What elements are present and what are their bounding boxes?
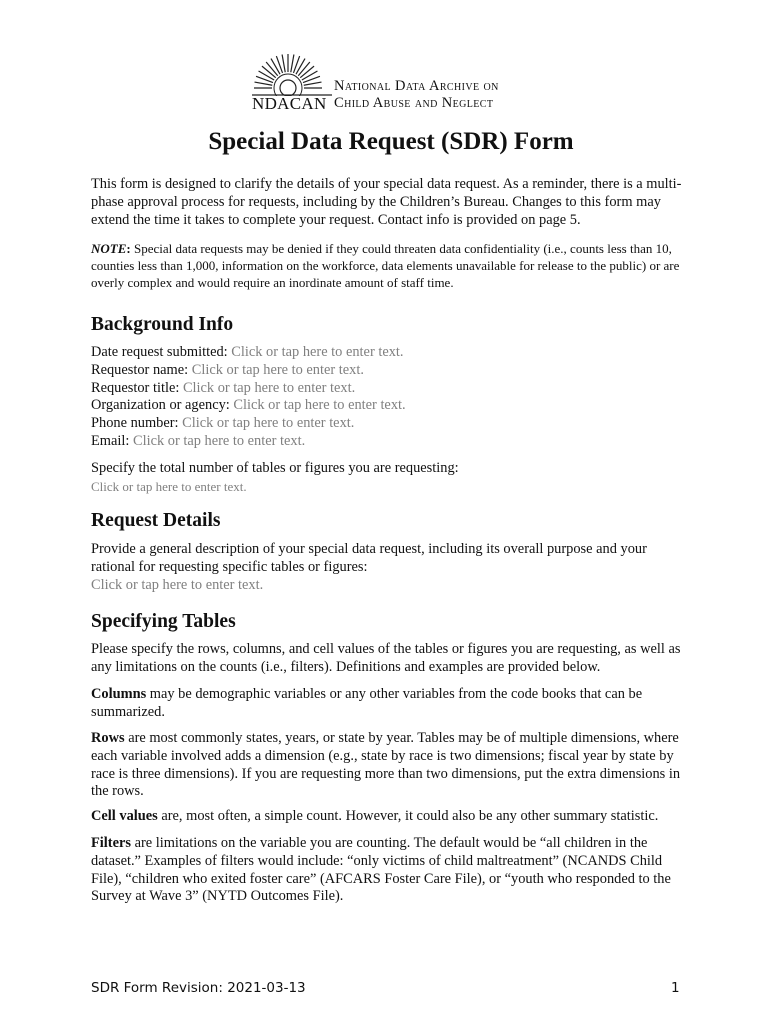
columns-term: Columns xyxy=(91,686,147,702)
page-title: Special Data Request (SDR) Form xyxy=(208,128,574,155)
field-label: Requestor title: xyxy=(91,379,183,396)
filters-term: Filters xyxy=(91,835,131,851)
logo-ray xyxy=(262,66,276,78)
header xyxy=(252,52,552,114)
field-date-submitted xyxy=(91,344,691,362)
field-label: Organization or agency: xyxy=(91,397,234,414)
field-organization xyxy=(91,397,691,415)
phone-number-input[interactable]: Click or tap here to enter text. xyxy=(182,415,355,432)
rows-text: are most commonly states, years, or state by year. Tables may be of multiple dimensions, where each variable involved adds a dimension (e.g., state by race is two dimensions; fiscal year by state by race is three dimensions). If you are requesting more than two dimensions, put the extra dimensions in the rows. xyxy=(91,730,681,800)
logo-ray xyxy=(300,66,314,78)
cell-values-text: are, most often, a simple count. However, it could also be any other summary statistic. xyxy=(157,808,659,824)
email-input[interactable]: Click or tap here to enter text. xyxy=(132,432,306,449)
filters-text: are limitations on the variable you are counting. The default would be “all children in the dataset.” Examples of filters would include: “only victims of child maltreatment” (NCANDS Child File), “children who exited foster care” (AFCARS Foster Care File), or “youth who responded to the Survey at Wave 3” (NYTD Outcomes File). xyxy=(91,835,671,905)
specifying-intro: Please specify the rows, columns, and cell values of the tables or figures you are requesting, as well as any limitations on the counts (i.e., filters). Definitions and examples are provided below. xyxy=(91,641,681,675)
requestor-title-input[interactable]: Click or tap here to enter text. xyxy=(182,379,356,396)
background-heading: Background Info xyxy=(91,314,234,335)
note-text: Special data requests may be denied if they could threaten data confidentiality (i.e., counts less than 10, counties less than 1,000, information on the workforce, data elements unavailable for release to the public) or are overly complex and would require an inordinate amount of staff time. xyxy=(91,241,680,290)
org-name-line1: National Data Archive on xyxy=(334,78,499,94)
intro-paragraph: This form is designed to clarify the details of your special data request. As a reminder, there is a multi-phase approval process for requests, including by the Children’s Bureau. Changes to this form may extend the time it takes to complete your request. Contact info is provided on page 5. xyxy=(91,176,682,228)
tables-count-input[interactable]: Click or tap here to enter text. xyxy=(91,478,247,494)
org-name-line2: Child Abuse and Neglect xyxy=(334,95,494,111)
field-label: Phone number: xyxy=(91,415,183,432)
field-requestor-name xyxy=(91,362,691,380)
requestor-name-input[interactable]: Click or tap here to enter text. xyxy=(191,361,364,378)
field-label: Date request submitted: xyxy=(91,344,232,360)
field-label: Requestor name: xyxy=(91,361,192,378)
field-label: Email: xyxy=(91,432,133,449)
cell-values-definition xyxy=(91,808,691,826)
organization-input[interactable]: Click or tap here to enter text. xyxy=(233,397,406,414)
tables-count-question: Specify the total number of tables or figures you are requesting: xyxy=(91,460,459,476)
rows-definition xyxy=(91,730,691,801)
footer-page-number: 1 xyxy=(671,980,680,996)
footer-revision: SDR Form Revision: 2021-03-13 xyxy=(91,980,306,996)
logo-ray xyxy=(255,82,273,85)
logo-ray xyxy=(282,55,285,73)
columns-text: may be demographic variables or any other variables from the code books that can be summarized. xyxy=(91,686,643,720)
field-requestor-title xyxy=(91,380,691,398)
note-colon: : xyxy=(126,241,131,256)
logo-ray xyxy=(291,55,294,73)
logo-ray xyxy=(304,82,322,85)
field-email xyxy=(91,433,691,451)
cell-values-term: Cell values xyxy=(91,808,158,824)
note-label: NOTE xyxy=(91,241,127,256)
ndacan-sunburst-logo xyxy=(252,52,332,96)
logo-ray xyxy=(298,62,310,76)
date-submitted-input[interactable]: Click or tap here to enter text. xyxy=(231,344,404,360)
request-details-heading: Request Details xyxy=(91,510,221,531)
request-details-input[interactable]: Click or tap here to enter text. xyxy=(91,576,264,593)
logo-ray xyxy=(266,62,278,76)
field-phone-number xyxy=(91,415,691,433)
org-abbreviation: NDACAN xyxy=(252,94,327,113)
rows-term: Rows xyxy=(91,730,125,746)
request-details-text: Provide a general description of your special data request, including its overall purpose and your rational for requesting specific tables or figures: xyxy=(91,541,647,575)
columns-definition xyxy=(91,686,691,722)
filters-definition xyxy=(91,835,691,906)
note-paragraph xyxy=(91,240,691,291)
background-fields xyxy=(91,344,691,451)
specifying-tables-heading: Specifying Tables xyxy=(91,611,236,632)
